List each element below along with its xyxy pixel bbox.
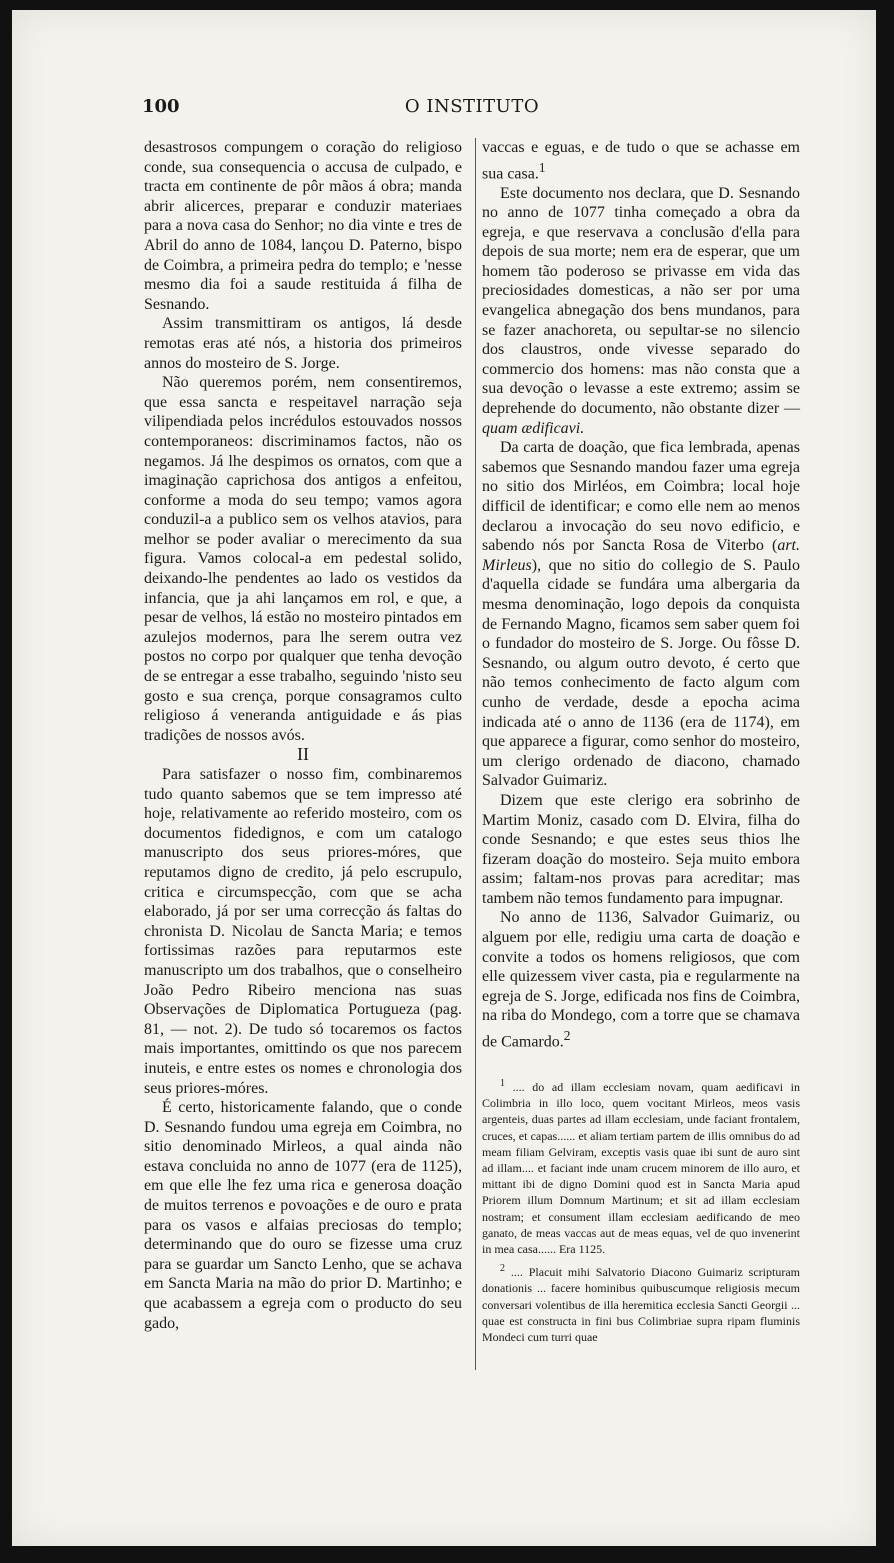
paragraph: Não queremos porém, nem consentiremos, que essa sancta e respeitavel narração seja vilipendiada pelos incrédulos estouvados nossos contemporaneos: discriminamos factos, não os negamos. Já lhe despimos os ornatos, com que a imaginação caprichosa dos antigos a enfeitou, conforme a moda do seu tempo; vamos agora conduzil-a a publico sem os velhos atavios, para melhor se poder avaliar o merecimento da sua figura. Vamos colocal-a em pedestal solido, deixando-lhe pendentes ao lado os vestidos da infancia, que ja ahi lançamos em rol, e que, a pesar de velhos, lá estão no mosteiro pintados em azulejos modernos, para lhe serem outra vez postos no corpo por qualquer que tenha devoção de se entregar a esse trabalho, seguindo 'nisto seu gosto e sua crença, porque consagramos culto religioso á veneranda antiguidade e ás pias tradições de nossos avós.	[144, 374, 462, 744]
paragraph-text: Da carta de doação, que fica lembrada, apenas sabemos que Sesnando mandou fazer uma egreja no sitio dos Mirléos, em Coimbra; local hoje difficil de identificar; e como elle nem ao menos declarou a invocação do seu novo edificio, e sabendo nós por Sancta Rosa de Viterbo (	[482, 439, 800, 555]
paragraph: Dizem que este clerigo era sobrinho de Martim Moniz, casado com D. Elvira, filha do conde Sesnando; e que estes seus thios lhe fizeram doação do mosteiro. Seja muito embora assim; faltam-nos provas para acreditar; mas tambem não temos fundamento para impugnar.	[482, 791, 800, 907]
paragraph: É certo, historicamente falando, que o conde D. Sesnando fundou uma egreja em Coimbra, no sitio denominado Mirleos, a qual ainda não estava concluida no anno de 1077 (era de 1125), em que elle lhe fez uma rica e generosa doação de muitos terrenos e povoações e de ouro e prata para os vasos e alfaias preciosas do templo; determinando que do ouro se fizesse uma cruz para se guardar um Sancto Lenho, que se achava em Sancta Maria na mão do prior D. Martinho; e que acabassem a egreja com o producto do seu gado,	[144, 1099, 462, 1332]
footnote-text: .... do ad illam ecclesiam novam, quam aedificavi in Colimbria in illo loco, quem vocitant Mirleos, meos vasis argenteis, duas partes ad illam ecclesiam, unde faciant frontalem, cruces, et capas...... et aliam tertiam partem de illis omnibus do ad meam filiam Gelviram, exceptis vasis quae ibi sunt de auro sint ad illam.... et faciant inde unam crucem minorem de illo auro, et mittant ibi de digno Domini quod est in Sancta Maria apud Priorem illum Domnum Martinum; et sit ad illam ecclesiam nostram; et consument illam ecclesiam aedificando de meo ganato, de meas vaccas aut de meas equas, vel de quo invenerint in mea casa...... Era 1125.	[482, 1079, 800, 1256]
journal-title: O INSTITUTO	[404, 96, 540, 117]
paragraph: Para satisfazer o nosso fim, combinaremos tudo quanto sabemos que se tem impresso até hoje, relativamente ao referido mosteiro, com os documentos fidedignos, e com um catalogo manuscripto dos seus priores-móres, que reputamos digno de credito, já pelo escrupulo, critica e circumspecção, com que se acha elaborado, já por ser uma correcção ás faltas do chronista D. Nicolau de Sancta Maria; e temos fortissimas razões para reputarmos este manuscripto um dos trabalhos, que o conselheiro João Pedro Ribeiro menciona nas suas Observações de Diplomatica Portugueza (pag. 81, — not. 2). De tudo só tocaremos os factos mais importantes, omittindo os que nos parecem inuteis, e entre estes os nomes e chronologia dos seus priores-móres.	[144, 766, 462, 1097]
right-column	[482, 138, 800, 1349]
footnote	[482, 1076, 800, 1257]
paragraph	[482, 908, 800, 1051]
footnote-ref: 1	[538, 159, 546, 175]
paragraph	[482, 438, 800, 791]
paragraph: desastrosos compungem o coração do religioso conde, sua consequencia o accusa de culpado, e tracta em continente de pôr mãos á obra; manda abrir alicerces, preparar e conduzir materiaes para a nova casa do Senhor; no dia vinte e tres de Abril do anno de 1084, lançou D. Paterno, bispo de Coimbra, a primeira pedra do templo; e 'nesse mesmo dia foi a saude restituida á filha de Sesnando.	[144, 139, 462, 313]
section-heading: II	[297, 744, 309, 765]
paragraph-text: ), que no sitio do collegio de S. Paulo d'aquella cidade se fundára uma albergaria da mesma denominação, logo depois da conquista de Fernando Magno, ficamos sem saber quem foi o fundador do mosteiro de S. Jorge. Ou fôsse D. Sesnando, ou algum outro devoto, é certo que não temos conhecimento de facto algum com cunho de verdade, desde a epocha acima indicada até o anno de 1136 (era de 1174), em que apparece a figurar, como senhor do mosteiro, um clerigo ordenado de diacono, chamado Salvador Guimariz.	[482, 556, 800, 790]
page-number: 100	[142, 96, 180, 117]
paragraph	[482, 138, 800, 184]
paragraph: Assim transmittiram os antigos, lá desde remotas eras até nós, a historia dos primeiros annos do mosteiro de S. Jorge.	[144, 315, 462, 372]
paragraph-text: vaccas e eguas, e de tudo o que se achasse em sua casa.	[482, 139, 800, 182]
footnote-text: .... Placuit mihi Salvatorio Diacono Guimariz scripturam donationis ... facere hominibus quibuscumque religiosis mecum conversari volentibus de illa heremitica ecclesia Sancti Georgii ... quae est constructa in fini bus Colimbriae supra ripam fluminis Mondeci cum turri quae	[482, 1265, 800, 1345]
footnotes	[482, 1076, 800, 1345]
running-head	[142, 96, 802, 118]
footnote-mark: 2	[500, 1263, 505, 1275]
paragraph-text: No anno de 1136, Salvador Guimariz, ou alguem por elle, redigiu uma carta de doação e convite a todos os homens religiosos, que com elle quizessem viver casta, pia e regularmente na egreja de S. Jorge, edificada nos fins de Coimbra, na riba do Mondego, com a torre que se chamava de Camardo.	[482, 909, 800, 1051]
citation: art. Mirleus	[482, 537, 800, 574]
paragraph-text: Este documento nos declara, que D. Sesnando no anno de 1077 tinha começado a obra da egreja, e que reservava a conclusão d'ella para depois de sua morte; nem era de esperar, que um homem tão poderoso se privasse em vida das preciosidades domesticas, a não ser por uma evangelica abnegação dos bens mundanos, para se fazer anachoreta, ou sepultar-se no silencio dos claustros, onde vivesse separado do commercio dos homens: mas não consta que a sua devoção o levasse a este extremo; assim se deprehende do documento, não obstante dizer —	[482, 184, 800, 418]
left-column	[144, 138, 462, 1333]
column-rule	[475, 138, 476, 1370]
footnote	[482, 1261, 800, 1345]
page-sheet	[12, 10, 876, 1546]
footnote-mark: 1	[500, 1077, 505, 1089]
paragraph	[482, 184, 800, 439]
footnote-ref: 2	[563, 1028, 571, 1044]
latin-quote: quam ædificavi.	[482, 419, 585, 437]
